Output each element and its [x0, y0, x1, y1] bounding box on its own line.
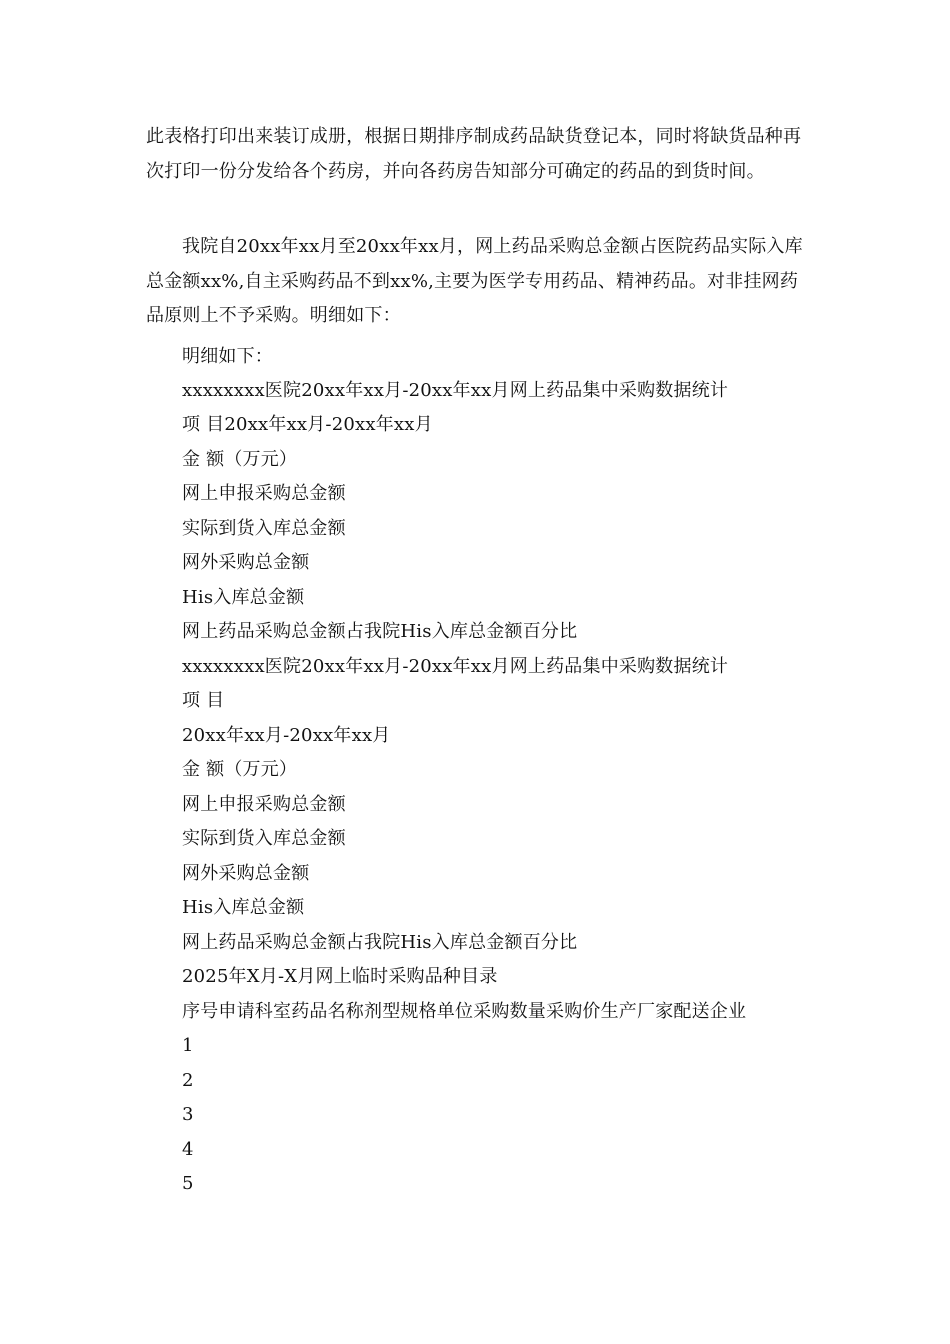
catalog-row-number: 5: [182, 1173, 194, 1194]
table-title-1: xxxxxxxx医院20xx年xx月-20xx年xx月网上药品集中采购数据统计: [182, 380, 729, 401]
paragraph-procurement-summary: 我院自20xx年xx月至20xx年xx月，网上药品采购总金额占医院药品实际入库总金额xx%,自主采购药品不到xx%,主要为医学专用药品、精神药品。对非挂网药品原则上不予采购。明细如下：: [146, 236, 803, 326]
catalog-title: 2025年X月-X月网上临时采购品种目录: [182, 966, 498, 987]
catalog-row-number: 1: [182, 1035, 194, 1056]
table-header-amount-1: 金 额（万元）: [182, 449, 298, 470]
row-actual-received-1: 实际到货入库总金额: [182, 518, 346, 539]
catalog-header: 序号申请科室药品名称剂型规格单位采购数量采购价生产厂家配送企业: [182, 1001, 747, 1022]
row-actual-received-2: 实际到货入库总金额: [182, 828, 346, 849]
paragraph-shortage-register: 此表格打印出来装订成册，根据日期排序制成药品缺货登记本，同时将缺货品种再次打印一份分发给各个药房，并向各药房告知部分可确定的药品的到货时间。: [146, 126, 802, 182]
row-online-declared-1: 网上申报采购总金额: [182, 483, 346, 504]
row-percentage-1: 网上药品采购总金额占我院His入库总金额百分比: [182, 621, 578, 642]
row-online-declared-2: 网上申报采购总金额: [182, 794, 346, 815]
table-header-period-1: 项 目20xx年xx月-20xx年xx月: [182, 414, 433, 435]
row-percentage-2: 网上药品采购总金额占我院His入库总金额百分比: [182, 932, 578, 953]
row-his-total-1: His入库总金额: [182, 587, 305, 608]
row-offline-purchase-1: 网外采购总金额: [182, 552, 310, 573]
details-heading: 明细如下：: [182, 346, 273, 367]
table-header-item-2: 项 目: [182, 690, 225, 711]
catalog-row-number: 3: [182, 1104, 194, 1125]
catalog-row-number: 2: [182, 1070, 194, 1091]
table-title-2: xxxxxxxx医院20xx年xx月-20xx年xx月网上药品集中采购数据统计: [182, 656, 729, 677]
catalog-row-number: 4: [182, 1139, 194, 1160]
table-header-period-2: 20xx年xx月-20xx年xx月: [182, 725, 391, 746]
table-header-amount-2: 金 额（万元）: [182, 759, 298, 780]
row-offline-purchase-2: 网外采购总金额: [182, 863, 310, 884]
row-his-total-2: His入库总金额: [182, 897, 305, 918]
